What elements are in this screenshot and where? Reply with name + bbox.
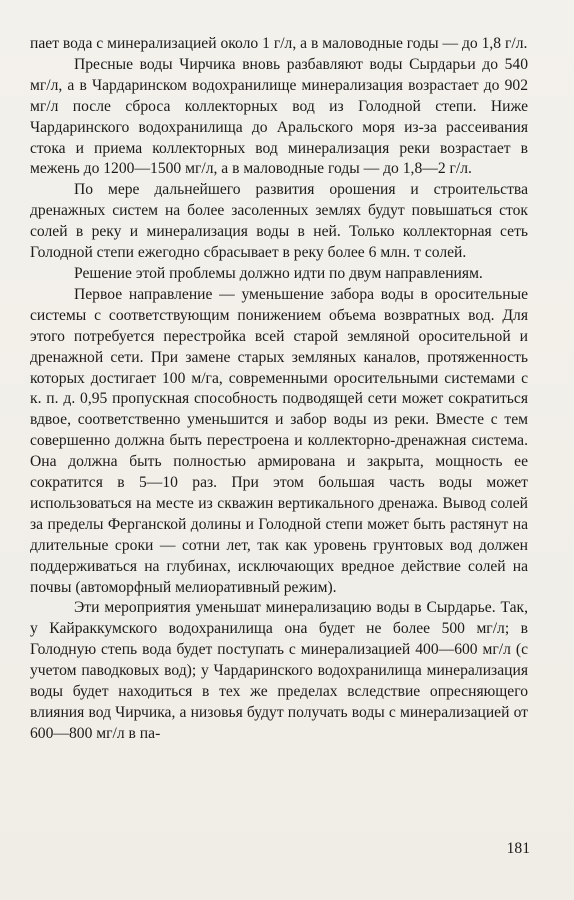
paragraph: По мере дальнейшего развития орошения и строительства дренажных систем на более засоленных землях будут повышаться сток солей в реку и минерализация воды в ней. Только коллекторная сеть Голодной степи ежегодно сбрасывает в реку более 6 млн. т солей.: [30, 181, 528, 262]
paragraph: Решение этой проблемы должно идти по двум направлениям.: [74, 264, 483, 282]
paragraph-continuation: пает вода с минерализацией около 1 г/л, а в маловодные годы — до 1,8 г/л.: [30, 35, 528, 52]
paragraph: Пресные воды Чирчика вновь разбавляют воды Сырдарьи до 540 мг/л, а в Чардаринском водохранилище минерализация возрастает до 902 мг/л после сброса коллекторных вод из Голодной степи. Ниже Чардаринского водохранилища до Аральского моря из-за рассеивания стока и приема коллекторных вод минерализация реки возрастает в межень до 1200—1500 мг/л, а в маловодные годы — до 1,8—2 г/л.: [30, 55, 528, 178]
paragraph: Эти мероприятия уменьшат минерализацию воды в Сырдарье. Так, у Кайраккумского водохранилища она будет не более 500 мг/л; в Голодную степь вода будет поступать с минерализацией 400—600 мг/л (с учетом паводковых вод); у Чардаринского водохранилища минерализация воды будет находиться в тех же пределах вследствие опресняющего влияния вод Чирчика, а низовья будут получать воды с минерализацией от 600—800 мг/л в па-: [30, 599, 528, 742]
body-text: [30, 34, 528, 745]
page-number: 181: [506, 840, 530, 857]
paragraph: Первое направление — уменьшение забора воды в оросительные системы с соответствующим понижением объема возвратных вод. Для этого потребуется перестройка всей старой земляной оросительной и дренажной сети. При замене старых земляных каналов, протяженность которых достигает 100 м/га, современными оросительными системами с к. п. д. 0,95 пропускная способность подводящей сети может сократиться вдвое, соответственно уменьшится и забор воды из реки. Вместе с тем совершенно должна быть перестроена и коллекторно-дренажная система. Она должна быть полностью армирована и закрыта, мощность ее сократится в 5—10 раз. При этом большая часть воды может использоваться на месте из скважин вертикального дренажа. Вывод солей за пределы Ферганской долины и Голодной степи может быть растянут на длительные сроки — сотни лет, так как уровень грунтовых вод должен поддерживаться на глубинах, исключающих вредное действие солей на почвы (автоморфный мелиоративный режим).: [30, 285, 528, 596]
